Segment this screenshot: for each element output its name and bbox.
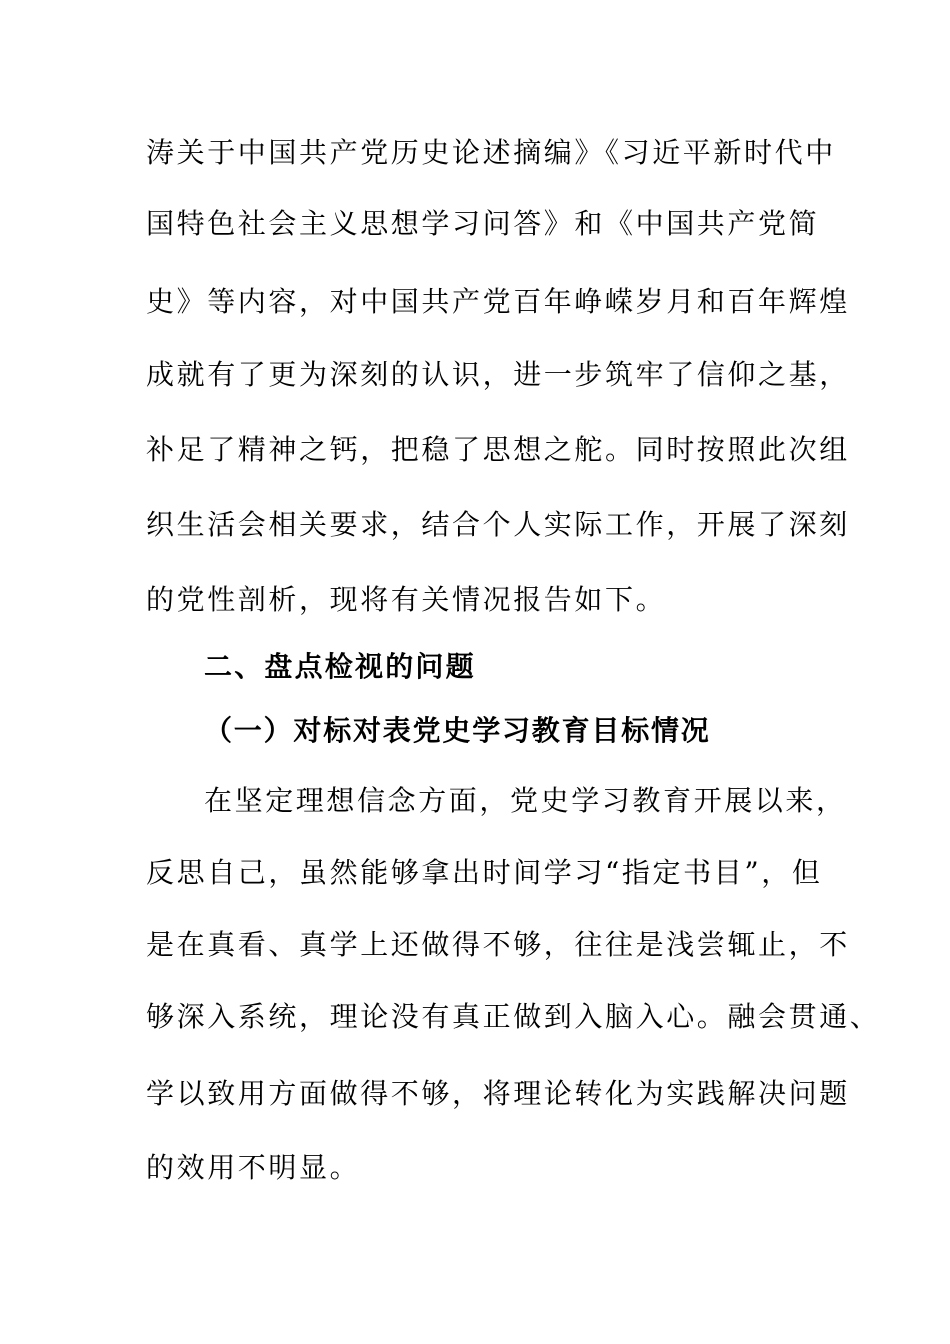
paragraph-line: 的效用不明显。 [146,1151,361,1184]
paragraph-line: 织生活会相关要求，结合个人实际工作，开展了深刻 [146,508,850,541]
paragraph-line: 成就有了更为深刻的认识，进一步筑牢了信仰之基， [146,358,850,391]
paragraph-line: 国特色社会主义思想学习问答》和《中国共产党简 [146,207,820,240]
subsection-heading: （一）对标对表党史学习教育目标情况 [204,714,711,747]
paragraph-line: 的党性剖析，现将有关情况报告如下。 [146,583,667,616]
paragraph-line: 在坚定理想信念方面，党史学习教育开展以来， [204,784,847,817]
paragraph-line: 够深入系统，理论没有真正做到入脑入心。融会贯通、 [146,1000,881,1033]
paragraph-line: 学以致用方面做得不够，将理论转化为实践解决问题 [146,1077,850,1110]
paragraph-line: 是在真看、真学上还做得不够，往往是浅尝辄止，不 [146,928,850,961]
paragraph-line: 补足了精神之钙，把稳了思想之舵。同时按照此次组 [146,433,850,466]
paragraph-line: 涛关于中国共产党历史论述摘编》《习近平新时代中 [146,136,836,169]
paragraph-line: 反思自己，虽然能够拿出时间学习“指定书目”，但 [146,856,823,889]
paragraph-line: 史》等内容，对中国共产党百年峥嵘岁月和百年辉煌 [146,285,850,318]
section-heading: 二、盘点检视的问题 [204,650,476,683]
